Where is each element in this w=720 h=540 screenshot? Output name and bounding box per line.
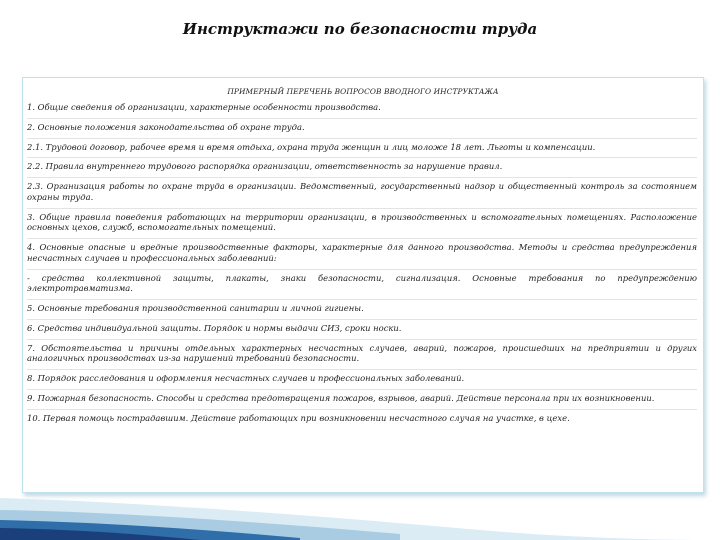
list-item: 9. Пожарная безопасность. Способы и средства предотвращения пожаров, взрывов, аварий. Действие персонала при их возникновении. [27,393,697,410]
list-item: 2.1. Трудовой договор, рабочее время и время отдыха, охрана труда женщин и лиц моложе 18 лет. Льготы и компенсации. [27,142,697,159]
question-list [23,102,703,428]
list-item: 3. Общие правила поведения работающих на территории организации, в производственных и вспомогательных помещениях. Расположение основных цехов, служб, вспомогательных помещений. [27,212,697,240]
list-item: 10. Первая помощь пострадавшим. Действие работающих при возникновении несчастного случая на участке, в цехе. [27,412,570,423]
list-item: 8. Порядок расследования и оформления несчастных случаев и профессиональных заболеваний. [27,373,697,390]
list-item: 2. Основные положения законодательства об охране труда. [27,122,697,139]
content-box [22,77,704,493]
decorative-swoosh [0,440,720,540]
list-item: 2.3. Организация работы по охране труда в организации. Ведомственный, государственный надзор и общественный контроль за состоянием охраны труда. [27,181,697,209]
slide-title: Инструктажи по безопасности труда [182,20,538,38]
list-item: 2.2. Правила внутреннего трудового распорядка организации, ответственность за нарушение правил. [27,161,697,178]
box-heading: ПРИМЕРНЫЙ ПЕРЕЧЕНЬ ВОПРОСОВ ВВОДНОГО ИНСТРУКТАЖА [227,87,499,96]
list-item: 7. Обстоятельства и причины отдельных характерных несчастных случаев, аварий, пожаров, происшедших на предприятии и других аналогичных производствах из-за нарушений требований безопасности. [27,343,697,371]
list-item: - средства коллективной защиты, плакаты, знаки безопасности, сигнализация. Основные требования по предупреждению электротравматизма. [27,273,697,301]
list-item: 4. Основные опасные и вредные производственные факторы, характерные для данного производства. Методы и средства предупреждения несчастных случаев и профессиональных заболеваний: [27,242,697,270]
list-item: 5. Основные требования производственной санитарии и личной гигиены. [27,303,697,320]
list-item: 6. Средства индивидуальной защиты. Порядок и нормы выдачи СИЗ, сроки носки. [27,323,697,340]
list-item: 1. Общие сведения об организации, характерные особенности производства. [27,102,697,119]
